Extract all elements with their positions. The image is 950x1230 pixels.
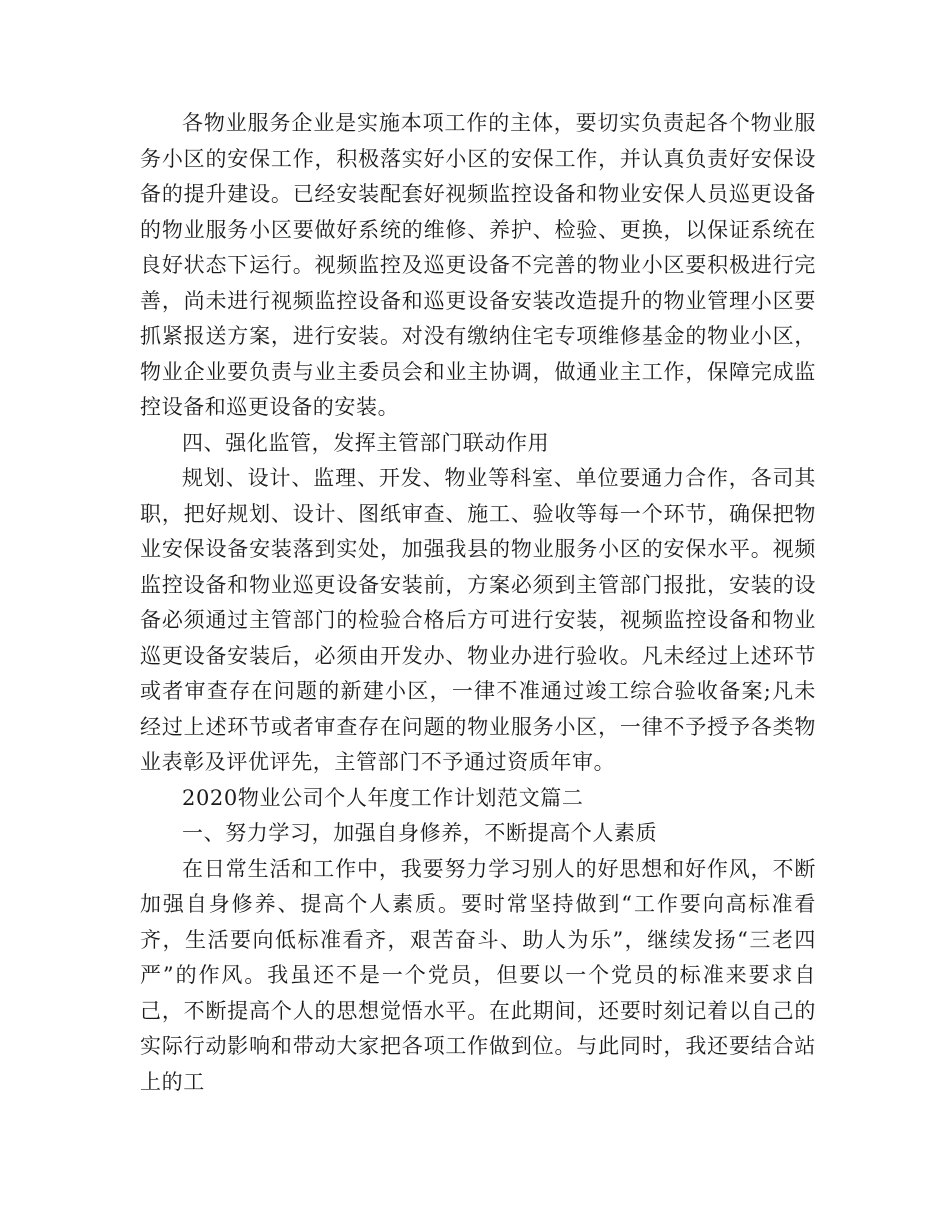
- section-heading-supervision: 四、强化监管，发挥主管部门联动作用: [182, 430, 550, 455]
- document-body: [140, 106, 816, 1100]
- article-title-part-two: 2020物业公司个人年度工作计划范文篇二: [182, 785, 584, 810]
- paragraph-property-security-duties: 各物业服务企业是实施本项工作的主体，要切实负责起各个物业服务小区的安保工作，积极落实好小区的安保工作，并认真负责好安保设备的提升建设。已经安装配套好视频监控设备和物业安保人员巡更设备的物业服务小区要做好系统的维修、养护、检验、更换，以保证系统在良好状态下运行。视频监控及巡更设备不完善的物业小区要积极进行完善，尚未进行视频监控设备和巡更设备安装改造提升的物业管理小区要抓紧报送方案，进行安装。对没有缴纳住宅专项维修基金的物业小区，物业企业要负责与业主委员会和业主协调，做通业主工作，保障完成监控设备和巡更设备的安装。: [140, 111, 816, 419]
- paragraph-department-coordination: 规划、设计、监理、开发、物业等科室、单位要通力合作，各司其职，把好规划、设计、图纸审查、施工、验收等每一个环节，确保把物业安保设备安装落到实处，加强我县的物业服务小区的安保水平。视频监控设备和物业巡更设备安装前，方案必须到主管部门报批，安装的设备必须通过主管部门的检验合格后方可进行安装，视频监控设备和物业巡更设备安装后，必须由开发办、物业办进行验收。凡未经过上述环节或者审查存在问题的新建小区，一律不准通过竣工综合验收备案;凡未经过上述环节或者审查存在问题的物业服务小区，一律不予授予各类物业表彰及评优评先，主管部门不予通过资质年审。: [140, 466, 816, 774]
- section-heading-study: 一、努力学习，加强自身修养，不断提高个人素质: [182, 821, 658, 845]
- paragraph-self-improvement: 在日常生活和工作中，我要努力学习别人的好思想和好作风，不断加强自身修养、提高个人素质。要时常坚持做到“工作要向高标准看齐，生活要向低标准看齐，艰苦奋斗、助人为乐”，继续发扬“三老四严”的作风。我虽还不是一个党员，但要以一个党员的标准来要求自己，不断提高个人的思想觉悟水平。在此期间，还要时刻记着以自己的实际行动影响和带动大家把各项工作做到位。与此同时，我还要结合站上的工: [140, 856, 816, 1094]
